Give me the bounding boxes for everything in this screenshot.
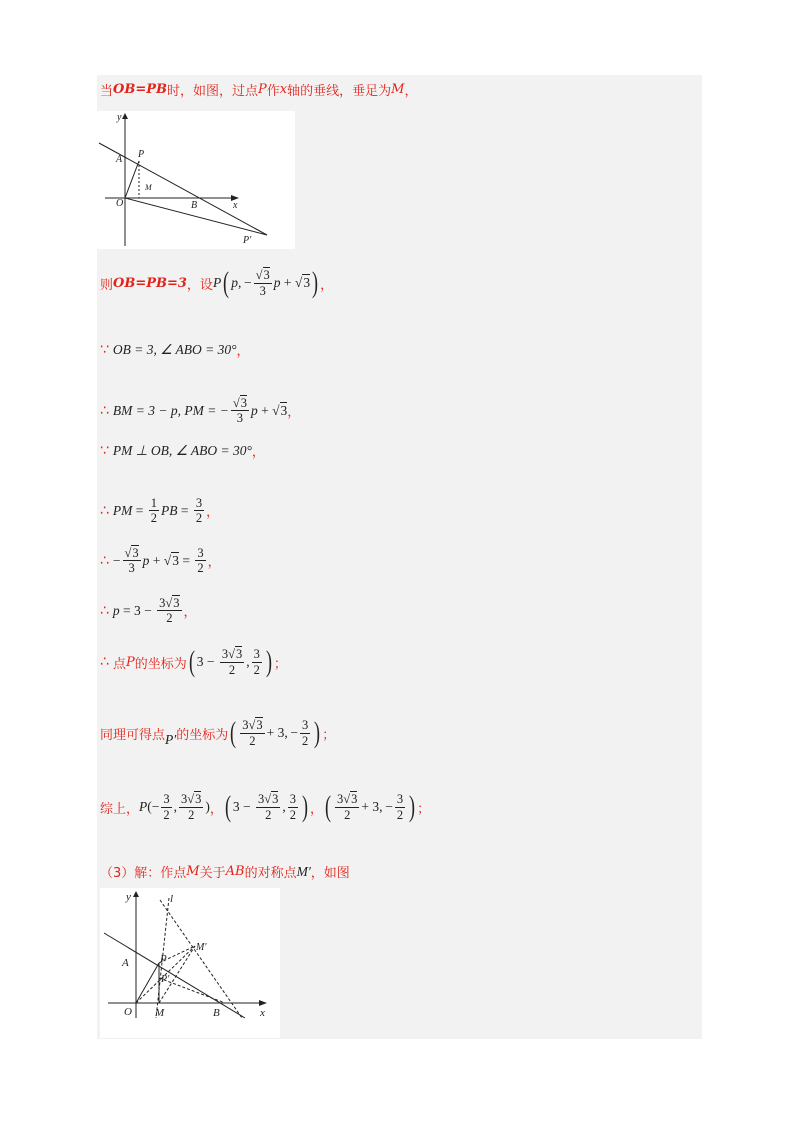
- line-pm-value: [100, 496, 219, 526]
- math-p-coord: P ( p , − $\frac{√3}{3}$ p + √3 ): [212, 266, 319, 299]
- math-expression: PM ⊥ OB, ∠ ABO = 30°: [112, 442, 252, 458]
- text: 作: [266, 84, 280, 99]
- text: ，: [236, 344, 250, 359]
- line-set-p: 则 OB=PB=3 ，设 P ( p , − $\frac{√3}{3}$ p + √3 ) ，: [100, 266, 334, 299]
- label-p-prime: P′: [243, 235, 252, 246]
- text: 同理可得点: [100, 727, 166, 743]
- label-p-prime: P′: [161, 974, 170, 985]
- math-expression: − $\frac{√3}{3}$ p + √3 = $\frac{3}{2}$: [112, 546, 204, 576]
- text: ，如图: [310, 866, 350, 881]
- line-given-2: [100, 441, 265, 460]
- text: x: [279, 82, 288, 97]
- text: 轴的垂线，垂足为: [287, 84, 392, 99]
- math-coordinate: ( 3 − $\frac{3√3}{2}$ , $\frac{3}{2}$ ): [224, 790, 309, 823]
- x-arrow-icon: [259, 1000, 267, 1006]
- figure-2: [100, 888, 280, 1038]
- text: ，: [404, 84, 418, 99]
- line-bm-pm: [100, 396, 300, 426]
- label-a: A: [116, 154, 123, 165]
- label-y: y: [126, 891, 131, 903]
- label-x: x: [233, 200, 238, 211]
- math-coordinate: P (− $\frac{3}{2}$ , $\frac{3√3}{2}$ ): [139, 792, 210, 822]
- therefore-symbol: ∴: [100, 552, 109, 569]
- therefore-symbol: ∴: [100, 654, 109, 670]
- figure-1: [97, 111, 295, 249]
- text: 关于: [199, 866, 226, 881]
- math-coordinate: ( $\frac{3√3}{2}$ + 3, − $\frac{3}{2}$ ): [230, 716, 321, 749]
- text: AB: [225, 864, 245, 879]
- label-a: A: [122, 957, 129, 969]
- text: ，: [209, 801, 223, 817]
- text: ，: [206, 505, 220, 521]
- line-condition: [100, 80, 417, 99]
- text: 的坐标为: [134, 656, 187, 672]
- text: OB=PB=3: [113, 275, 187, 291]
- text: ，: [287, 405, 301, 421]
- therefore-symbol: ∴: [100, 502, 109, 519]
- text: P: [258, 82, 267, 97]
- text: 则: [100, 277, 114, 293]
- label-o: O: [124, 1006, 132, 1018]
- math-coordinate: ( 3 − $\frac{3√3}{2}$ , $\frac{3}{2}$ ): [188, 645, 272, 678]
- label-l: l: [170, 893, 174, 905]
- line-p-coordinate: [100, 647, 287, 677]
- math-expression: p = 3 − $\frac{3√3}{2}$: [112, 596, 180, 626]
- line-given-1: [100, 340, 250, 359]
- label-m: M: [145, 183, 152, 192]
- label-b: B: [191, 200, 198, 211]
- therefore-symbol: ∴: [100, 402, 109, 419]
- text: 时，如图，过点: [166, 84, 258, 99]
- text: ；: [417, 801, 431, 817]
- text: M: [186, 864, 200, 879]
- text: ，: [310, 801, 324, 817]
- label-b: B: [213, 1007, 220, 1019]
- text: （3）解：作点: [100, 866, 187, 881]
- y-arrow-icon: [122, 113, 128, 119]
- label-p: P: [160, 953, 167, 965]
- text: ；: [322, 727, 336, 743]
- label-m-prime: M′: [196, 942, 207, 953]
- therefore-symbol: ∴: [100, 602, 109, 619]
- label-x: x: [260, 1007, 265, 1019]
- text: 综上，: [100, 801, 140, 817]
- line-p-prime-coordinate: [100, 718, 335, 748]
- text: M′: [296, 863, 311, 879]
- text: P: [125, 654, 135, 670]
- because-symbol: ∵: [100, 442, 109, 459]
- y-arrow-icon: [133, 891, 139, 897]
- segment-op: [136, 963, 159, 1003]
- math-expression: OB = 3, ∠ ABO = 30°: [112, 341, 237, 357]
- text: 当: [100, 84, 114, 99]
- text: ，: [207, 555, 221, 571]
- text: ；: [273, 656, 287, 672]
- text: P′: [165, 732, 177, 747]
- math-expression: BM = 3 − p, PM = −: [112, 402, 229, 418]
- line-part3: [100, 862, 350, 881]
- line-ab: [99, 143, 267, 235]
- label-m: M: [155, 1007, 165, 1019]
- because-symbol: ∵: [100, 341, 109, 358]
- text: 点: [112, 656, 126, 672]
- label-o: O: [116, 198, 124, 209]
- math-coordinate: ( $\frac{3√3}{2}$ + 3, − $\frac{3}{2}$ ): [325, 790, 416, 823]
- text: 的坐标为: [176, 727, 229, 743]
- label-p: P: [138, 149, 145, 160]
- line-equation: [100, 546, 221, 576]
- text: ，: [183, 605, 197, 621]
- text: 的对称点: [244, 866, 297, 881]
- math-expression: PM = $\frac{1}{2}$ PB = $\frac{3}{2}$: [112, 496, 203, 526]
- label-y: y: [117, 112, 122, 123]
- line-m-mprime: [160, 900, 242, 1018]
- text: ，设: [186, 277, 213, 293]
- text: ，: [251, 445, 265, 460]
- math-fraction: $\frac{√3}{3}$ p + √3: [232, 396, 288, 426]
- segment-op: [125, 161, 139, 198]
- text: M: [391, 82, 405, 97]
- line-p-value: [100, 596, 197, 626]
- line-summary: [100, 792, 430, 822]
- text: OB=PB: [113, 82, 167, 97]
